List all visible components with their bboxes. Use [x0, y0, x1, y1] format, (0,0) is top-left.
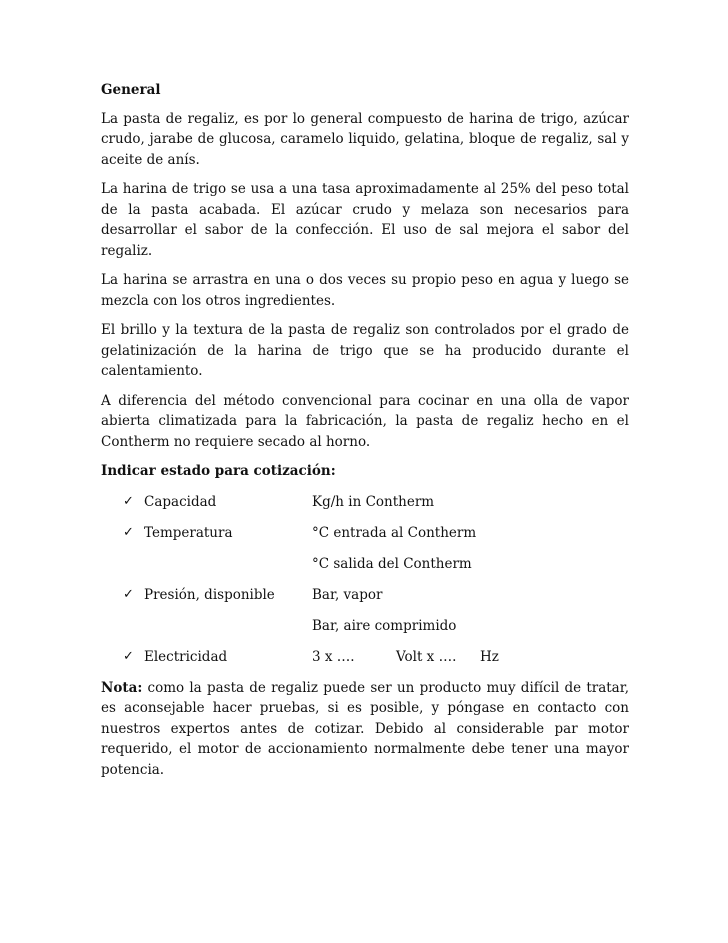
spec-value: °C entrada al Contherm — [312, 524, 477, 541]
paragraph-gloss-texture: El brillo y la textura de la pasta de regaliz son controlados por el grado de gelatinización de la harina de trigo que se ha producido durante el calentamiento. — [101, 322, 629, 379]
checkmark-icon: ✓ — [123, 586, 134, 602]
note-text: como la pasta de regaliz puede ser un producto muy difícil de tratar, es aconsejable hacer pruebas, si es posible, y póngase en contacto con nuestros expertos antes de cotizar. Debido al considerable par motor requerido, el motor de accionamiento normalmente debe tener una mayor potencia. — [101, 679, 629, 778]
spec-value: Bar, aire comprimido — [312, 617, 457, 634]
spec-value-hz: Hz — [480, 648, 499, 665]
spec-row-temperatura-2 — [101, 554, 629, 574]
section-heading: General — [101, 82, 161, 98]
spec-row-presion-2 — [101, 616, 629, 636]
spec-row-temperatura — [101, 523, 629, 543]
spec-row-electricidad — [101, 647, 629, 667]
spec-value: 3 x …. — [312, 648, 355, 665]
note-label: Nota: — [101, 679, 143, 696]
document-page — [101, 80, 629, 789]
checkmark-icon: ✓ — [123, 493, 134, 509]
spec-value: Kg/h in Contherm — [312, 493, 435, 510]
spec-list — [101, 492, 629, 667]
checkmark-icon: ✓ — [123, 524, 134, 540]
spec-label: Electricidad — [144, 648, 228, 665]
quote-heading: Indicar estado para cotización: — [101, 463, 336, 479]
spec-label: Presión, disponible — [144, 586, 275, 603]
spec-value: °C salida del Contherm — [312, 555, 472, 572]
paragraph-flour-rate: La harina de trigo se usa a una tasa aproximadamente al 25% del peso total de la pasta acabada. El azúcar crudo y melaza son necesarios para desarrollar el sabor de la confección. El uso de sal mejora el sabor del regaliz. — [101, 181, 629, 259]
spec-label: Temperatura — [144, 524, 233, 541]
paragraph-contherm-method: A diferencia del método convencional para cocinar en una olla de vapor abierta climatizada para la fabricación, la pasta de regaliz hecho en el Contherm no requiere secado al horno. — [101, 392, 629, 450]
paragraph-composition: La pasta de regaliz, es por lo general compuesto de harina de trigo, azúcar crudo, jarabe de glucosa, caramelo liquido, gelatina, bloque de regaliz, sal y aceite de anís. — [101, 110, 629, 168]
spec-value-volt: Volt x …. — [396, 648, 457, 665]
checkmark-icon: ✓ — [123, 648, 134, 664]
note-paragraph — [101, 678, 629, 781]
spec-value: Bar, vapor — [312, 586, 383, 603]
spec-row-presion — [101, 585, 629, 605]
paragraph-flour-water: La harina se arrastra en una o dos veces su propio peso en agua y luego se mezcla con los otros ingredientes. — [101, 272, 629, 309]
spec-row-capacidad — [101, 492, 629, 512]
spec-label: Capacidad — [144, 493, 217, 510]
